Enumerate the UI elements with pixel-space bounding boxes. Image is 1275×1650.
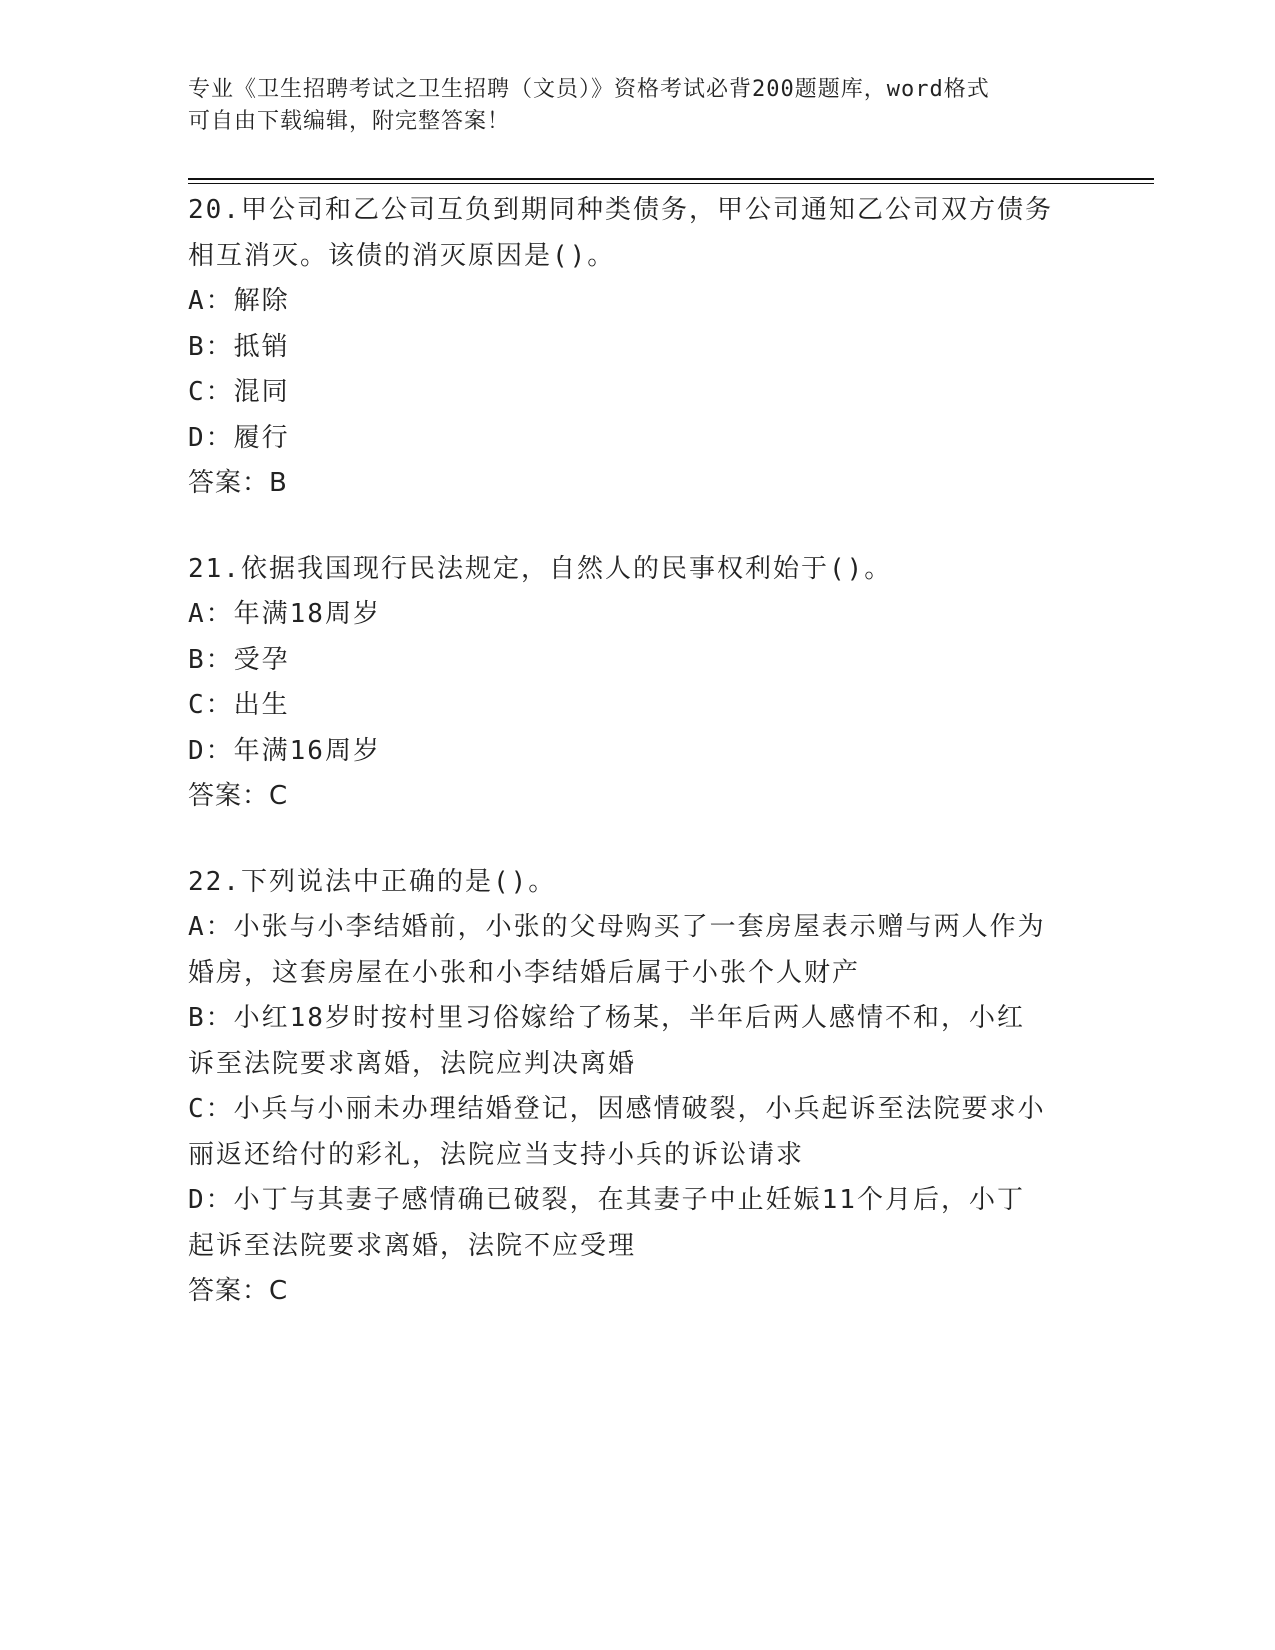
header-divider-thick [188, 178, 1154, 180]
question-stem-line: 22.下列说法中正确的是()。 [188, 866, 557, 897]
option-c: C：出生 [188, 690, 290, 720]
option-c-continued: 丽返还给付的彩礼，法院应当支持小兵的诉讼请求 [188, 1139, 805, 1170]
question-stem-line: 20.甲公司和乙公司互负到期同种类债务，甲公司通知乙公司双方债务 [188, 195, 1053, 225]
answer-line: 答案：B [188, 468, 288, 498]
option-b: B：受孕 [188, 644, 290, 675]
document-header [188, 74, 1088, 138]
answer-line: 答案：C [188, 781, 289, 811]
question-stem-line: 21.依据我国现行民法规定，自然人的民事权利始于()。 [188, 553, 893, 584]
option-d: D：年满16周岁 [188, 735, 381, 766]
option-c: C：混同 [188, 377, 290, 407]
question-list [188, 188, 1088, 1355]
header-divider-thin [188, 183, 1154, 184]
option-b: B：抵销 [188, 331, 290, 362]
option-c: C：小兵与小丽未办理结婚登记，因感情破裂，小兵起诉至法院要求小 [188, 1094, 1046, 1124]
option-a-continued: 婚房，这套房屋在小张和小李结婚后属于小张个人财产 [188, 957, 861, 988]
option-d-continued: 起诉至法院要求离婚，法院不应受理 [188, 1230, 637, 1261]
option-b-continued: 诉至法院要求离婚，法院应判决离婚 [188, 1048, 637, 1079]
option-d: D：履行 [188, 422, 290, 453]
question-21 [188, 547, 1088, 820]
option-a: A：年满18周岁 [188, 599, 381, 629]
option-d: D：小丁与其妻子感情确已破裂，在其妻子中止妊娠11个月后，小丁 [188, 1185, 1025, 1215]
question-22 [188, 860, 1088, 1315]
question-20 [188, 188, 1088, 507]
answer-line: 答案：C [188, 1276, 289, 1306]
header-line-2: 可自由下载编辑，附完整答案！ [188, 109, 511, 134]
header-line-1: 专业《卫生招聘考试之卫生招聘（文员）》资格考试必背200题题库，word格式 [188, 77, 990, 102]
option-b: B：小红18岁时按村里习俗嫁给了杨某，半年后两人感情不和，小红 [188, 1003, 1025, 1033]
question-stem-line: 相互消灭。该债的消灭原因是()。 [188, 240, 616, 271]
option-a: A：解除 [188, 286, 290, 316]
option-a: A：小张与小李结婚前，小张的父母购买了一套房屋表示赠与两人作为 [188, 912, 1046, 942]
